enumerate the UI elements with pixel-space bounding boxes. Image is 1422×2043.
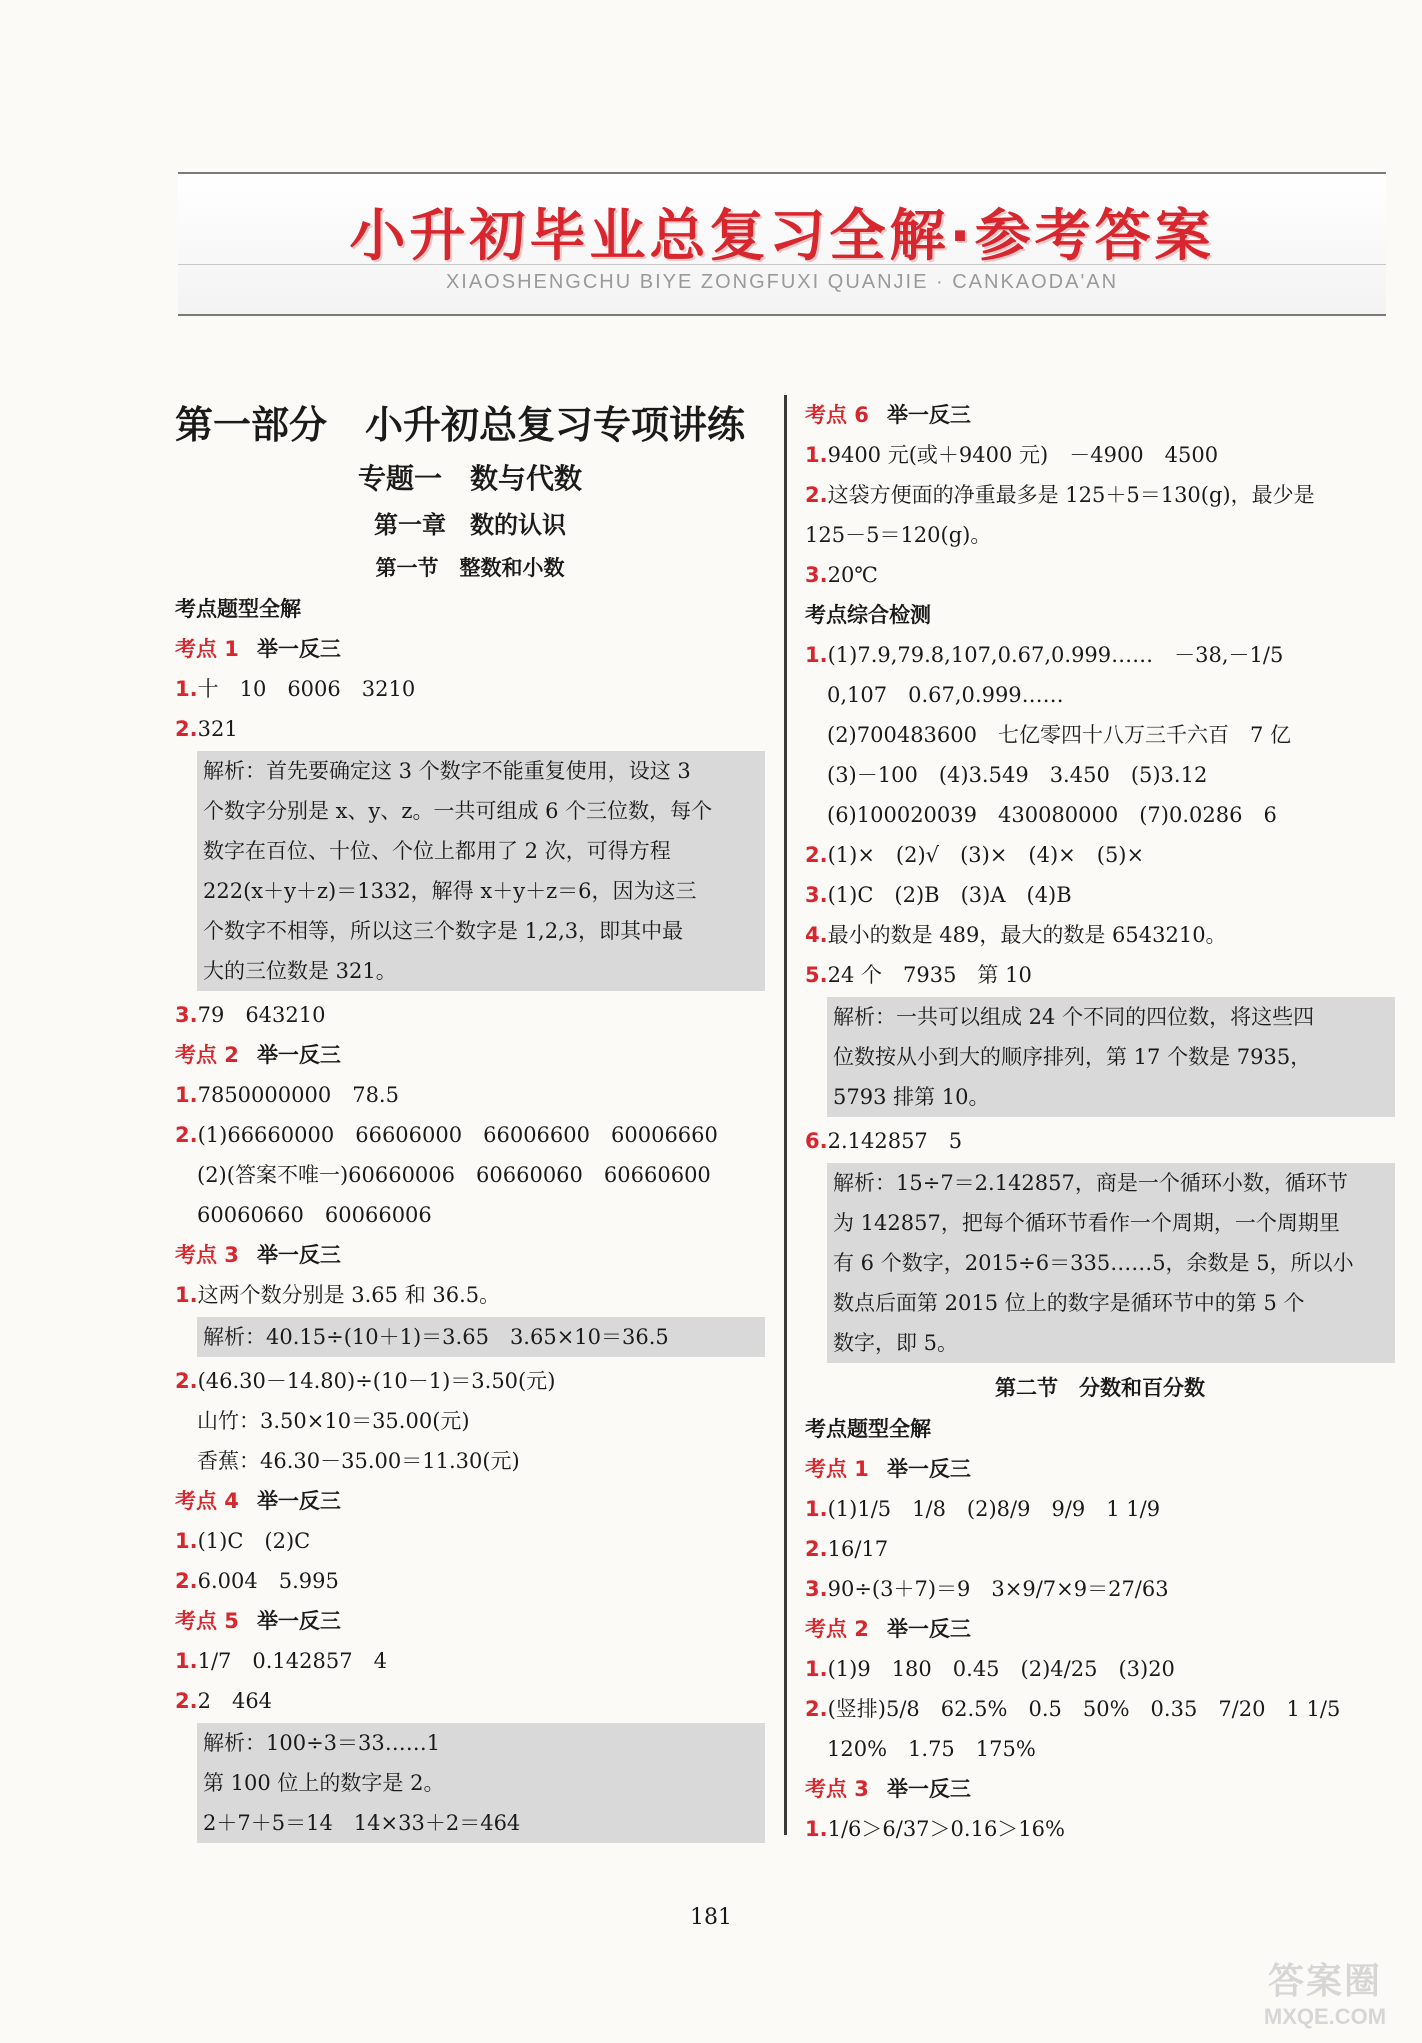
kaodian-sub: 举一反三 — [256, 1243, 341, 1267]
item-number: 1. — [175, 1529, 198, 1553]
kaodian-sub: 举一反三 — [256, 637, 341, 661]
kaodian-label: 考点 1 — [175, 637, 239, 661]
answer-text: 79 643210 — [197, 1003, 326, 1027]
header-banner — [178, 172, 1386, 316]
test-heading: 考点综合检测 — [805, 603, 931, 627]
answer-text: 90÷(3＋7)＝9 3×9/7×9＝27/63 — [827, 1577, 1169, 1601]
explanation-line: 有 6 个数字，2015÷6＝335……5，余数是 5，所以小 — [833, 1251, 1354, 1275]
item-number: 4. — [805, 923, 828, 947]
item-number: 1. — [805, 1817, 828, 1841]
answer-continuation: (2)700483600 七亿零四十八万三千六百 7 亿 — [827, 723, 1292, 747]
answer-item — [175, 1361, 765, 1401]
explanation-line: 位数按从小到大的顺序排列，第 17 个数是 7935， — [833, 1045, 1312, 1069]
answer-continuation: 120% 1.75 175% — [827, 1737, 1036, 1761]
item-number: 6. — [805, 1129, 828, 1153]
explanation-line: 解析：100÷3＝33……1 — [203, 1731, 441, 1755]
explanation-line: 个数字不相等，所以这三个数字是 1,2,3，即其中最 — [203, 919, 684, 943]
answer-continuation: 0,107 0.67,0.999…… — [827, 683, 1064, 707]
item-number: 1. — [805, 1497, 828, 1521]
explanation-line: 为 142857，把每个循环节看作一个周期，一个周期里 — [833, 1211, 1340, 1235]
item-number: 2. — [175, 1369, 198, 1393]
answer-item — [175, 1075, 765, 1115]
answer-text: 2 464 — [197, 1689, 273, 1713]
answer-item — [805, 915, 1395, 955]
section-heading: 考点题型全解 — [175, 597, 301, 621]
answer-text: 9400 元(或＋9400 元) －4900 4500 — [827, 443, 1219, 467]
answer-item — [805, 555, 1395, 595]
explanation-line: 数点后面第 2015 位上的数字是循环节中的第 5 个 — [833, 1291, 1305, 1315]
answer-item — [805, 1809, 1395, 1849]
answer-text: (1)× (2)√ (3)× (4)× (5)× — [827, 843, 1145, 867]
kaodian-label: 考点 5 — [175, 1609, 239, 1633]
answer-text: 24 个 7935 第 10 — [827, 963, 1032, 987]
kaodian-heading — [175, 1235, 765, 1275]
column-divider — [784, 395, 787, 1835]
answer-item — [805, 875, 1395, 915]
watermark-text: 答案圈 — [1267, 1961, 1382, 2002]
kaodian-sub: 举一反三 — [256, 1609, 341, 1633]
kaodian-label: 考点 3 — [175, 1243, 239, 1267]
answer-text: 十 10 6006 3210 — [197, 677, 416, 701]
kaodian-sub: 举一反三 — [886, 1457, 971, 1481]
item-number: 3. — [805, 883, 828, 907]
answer-item — [175, 669, 765, 709]
item-number: 1. — [805, 443, 828, 467]
item-number: 1. — [805, 1657, 828, 1681]
explanation-line: 2＋7＋5＝14 14×33＋2＝464 — [203, 1811, 521, 1835]
kaodian-label: 考点 4 — [175, 1489, 239, 1513]
answer-text: (竖排)5/8 62.5% 0.5 50% 0.35 7/20 1 1/5 — [827, 1697, 1341, 1721]
right-column — [805, 395, 1395, 1849]
answer-item — [805, 1529, 1395, 1569]
page-number: 181 — [690, 1905, 732, 1930]
kaodian-heading — [805, 1769, 1395, 1809]
answer-item — [175, 1561, 765, 1601]
explanation-line: 数字，即 5。 — [833, 1331, 959, 1355]
answer-continuation: (3)－100 (4)3.549 3.450 (5)3.12 — [827, 763, 1208, 787]
answer-item — [805, 1489, 1395, 1529]
kaodian-sub: 举一反三 — [886, 1617, 971, 1641]
explanation-line: 数字在百位、十位、个位上都用了 2 次，可得方程 — [203, 839, 671, 863]
item-number: 1. — [175, 677, 198, 701]
answer-text: (1)C (2)B (3)A (4)B — [827, 883, 1072, 907]
chapter-title: 第一章 数的认识 — [374, 511, 566, 539]
answer-item — [805, 475, 1395, 515]
item-number: 2. — [175, 717, 198, 741]
answer-item — [805, 1569, 1395, 1609]
kaodian-heading — [175, 1601, 765, 1641]
item-number: 3. — [805, 1577, 828, 1601]
watermark-url: MXQE.COM — [1263, 2004, 1387, 2029]
answer-text: 321 — [197, 717, 238, 741]
answer-text: (1)C (2)C — [197, 1529, 311, 1553]
banner-title: 小升初毕业总复习全解·参考答案 — [349, 204, 1215, 269]
item-number: 1. — [175, 1649, 198, 1673]
explanation-line: 解析：首先要确定这 3 个数字不能重复使用，设这 3 — [203, 759, 691, 783]
answer-item — [805, 435, 1395, 475]
answer-text: (1)1/5 1/8 (2)8/9 9/9 1 1/9 — [827, 1497, 1161, 1521]
answer-item — [805, 955, 1395, 995]
explanation-line: 个数字分别是 x、y、z。一共可组成 6 个三位数，每个 — [203, 799, 713, 823]
explanation-box — [197, 1317, 765, 1357]
answer-text: 7850000000 78.5 — [197, 1083, 399, 1107]
explanation-line: 222(x＋y＋z)＝1332，解得 x＋y＋z＝6，因为这三 — [203, 879, 697, 903]
item-number: 1. — [175, 1283, 198, 1307]
kaodian-heading — [805, 395, 1395, 435]
explanation-line: 解析：一共可以组成 24 个不同的四位数，将这些四 — [833, 1005, 1315, 1029]
kaodian-sub: 举一反三 — [256, 1489, 341, 1513]
watermark-logo — [1240, 1960, 1410, 2038]
section-heading: 考点题型全解 — [805, 1417, 931, 1441]
answer-item — [175, 1521, 765, 1561]
kaodian-label: 考点 2 — [175, 1043, 239, 1067]
answer-item — [175, 1275, 765, 1315]
item-number: 2. — [805, 843, 828, 867]
explanation-line: 解析：15÷7＝2.142857，商是一个循环小数，循环节 — [833, 1171, 1348, 1195]
explanation-line: 解析：40.15÷(10＋1)＝3.65 3.65×10＝36.5 — [203, 1325, 669, 1349]
explanation-box — [827, 1163, 1395, 1363]
answer-item — [175, 709, 765, 749]
answer-item — [175, 1681, 765, 1721]
answer-text: 2.142857 5 — [827, 1129, 963, 1153]
item-number: 2. — [805, 1697, 828, 1721]
item-number: 1. — [175, 1083, 198, 1107]
kaodian-heading — [805, 1609, 1395, 1649]
answer-text: (1)7.9,79.8,107,0.67,0.999…… －38,－1/5 — [827, 643, 1284, 667]
answer-continuation: 山竹：3.50×10＝35.00(元) — [197, 1409, 470, 1433]
answer-text: 1/7 0.142857 4 — [197, 1649, 387, 1673]
answer-text: 1/6＞6/37＞0.16＞16% — [827, 1817, 1065, 1841]
explanation-box — [197, 751, 765, 991]
answer-text: (46.30－14.80)÷(10－1)＝3.50(元) — [197, 1369, 556, 1393]
answer-continuation: (2)(答案不唯一)60660006 60660060 60660600 — [197, 1163, 711, 1187]
answer-text: (1)66660000 66606000 66006600 60006660 — [197, 1123, 718, 1147]
answer-text: 这两个数分别是 3.65 和 36.5。 — [197, 1283, 501, 1307]
kaodian-heading — [175, 629, 765, 669]
kaodian-label: 考点 6 — [805, 403, 869, 427]
kaodian-sub: 举一反三 — [886, 1777, 971, 1801]
topic-title: 专题一 数与代数 — [357, 462, 582, 495]
answer-text: 20℃ — [827, 563, 878, 587]
answer-item — [805, 1689, 1395, 1729]
kaodian-heading — [175, 1035, 765, 1075]
kaodian-label: 考点 2 — [805, 1617, 869, 1641]
explanation-box — [197, 1723, 765, 1843]
item-number: 2. — [805, 483, 828, 507]
item-number: 5. — [805, 963, 828, 987]
answer-continuation: 香蕉：46.30－35.00＝11.30(元) — [197, 1449, 520, 1473]
answer-text: 这袋方便面的净重最多是 125＋5＝130(g)，最少是 — [827, 483, 1315, 507]
answer-item — [175, 995, 765, 1035]
item-number: 2. — [175, 1689, 198, 1713]
explanation-line: 第 100 位上的数字是 2。 — [203, 1771, 445, 1795]
answer-text: 16/17 — [827, 1537, 889, 1561]
answer-item — [805, 835, 1395, 875]
kaodian-label: 考点 3 — [805, 1777, 869, 1801]
item-number: 2. — [805, 1537, 828, 1561]
answer-continuation: 60060660 60066006 — [197, 1203, 432, 1227]
explanation-line: 大的三位数是 321。 — [203, 959, 397, 983]
kaodian-sub: 举一反三 — [886, 403, 971, 427]
answer-item — [175, 1641, 765, 1681]
answer-text: 最小的数是 489，最大的数是 6543210。 — [827, 923, 1227, 947]
answer-text: 6.004 5.995 — [197, 1569, 339, 1593]
item-number: 1. — [805, 643, 828, 667]
answer-text: (1)9 180 0.45 (2)4/25 (3)20 — [827, 1657, 1175, 1681]
kaodian-heading — [175, 1481, 765, 1521]
explanation-line: 5793 排第 10。 — [833, 1085, 990, 1109]
item-number: 3. — [175, 1003, 198, 1027]
answer-item — [805, 1649, 1395, 1689]
kaodian-heading — [805, 1449, 1395, 1489]
answer-item — [805, 1121, 1395, 1161]
answer-continuation: 125－5＝120(g)。 — [805, 523, 992, 547]
explanation-box — [827, 997, 1395, 1117]
item-number: 2. — [175, 1569, 198, 1593]
section-title: 第一节 整数和小数 — [375, 556, 565, 580]
part-title: 第一部分 小升初总复习专项讲练 — [175, 403, 746, 447]
section-title: 第二节 分数和百分数 — [995, 1376, 1205, 1400]
answer-item — [805, 635, 1395, 675]
kaodian-sub: 举一反三 — [256, 1043, 341, 1067]
item-number: 3. — [805, 563, 828, 587]
left-column — [175, 395, 765, 1847]
banner-subtitle: XIAOSHENGCHU BIYE ZONGFUXI QUANJIE · CANKAODA'AN — [178, 264, 1386, 294]
item-number: 2. — [175, 1123, 198, 1147]
answer-continuation: (6)100020039 430080000 (7)0.0286 6 — [827, 803, 1277, 827]
kaodian-label: 考点 1 — [805, 1457, 869, 1481]
answer-item — [175, 1115, 765, 1155]
